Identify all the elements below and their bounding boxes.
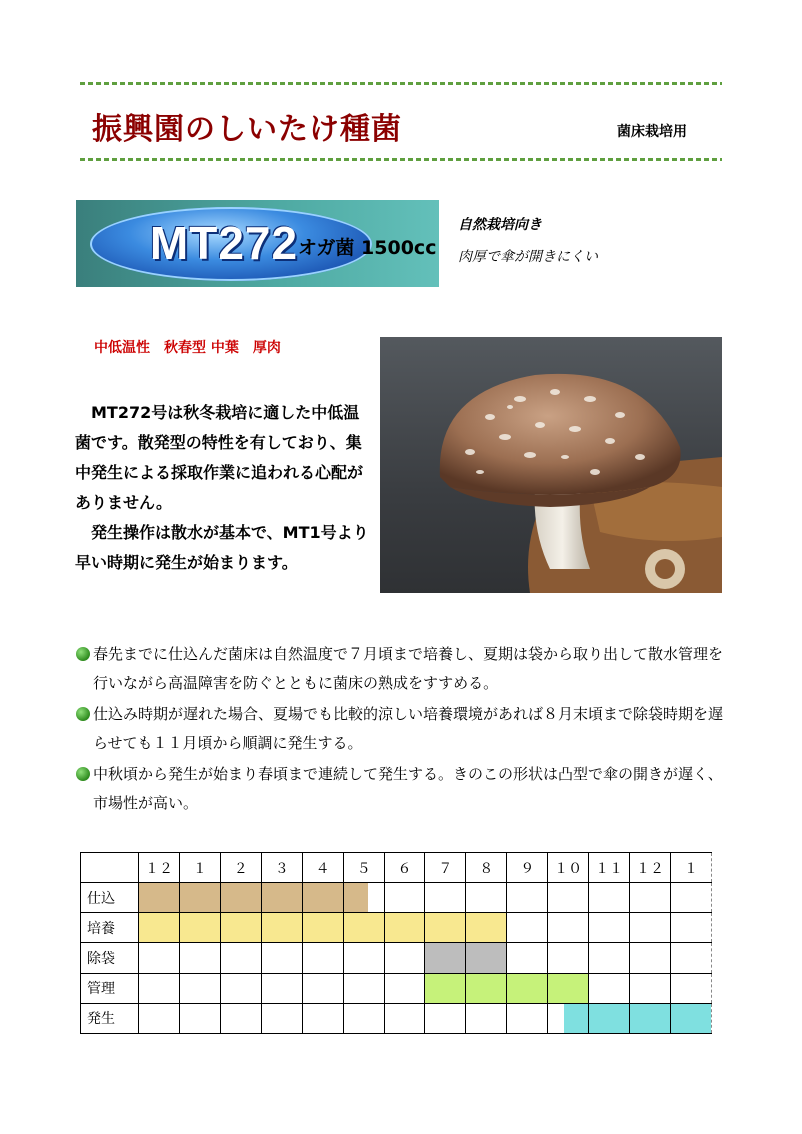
schedule-cell — [261, 913, 302, 943]
schedule-cell — [139, 883, 180, 913]
month-header: １２ — [139, 853, 180, 883]
schedule-cell — [302, 973, 343, 1003]
schedule-bar-segment — [262, 883, 302, 912]
schedule-cell — [302, 883, 343, 913]
schedule-cell — [548, 883, 589, 913]
schedule-bar-segment — [564, 1004, 588, 1033]
schedule-bar-segment — [303, 883, 343, 912]
schedule-cell — [220, 913, 261, 943]
schedule-corner — [81, 853, 139, 883]
schedule-cell — [589, 1003, 630, 1033]
schedule-cell — [548, 1003, 589, 1033]
bullet-dot-icon — [76, 707, 90, 721]
schedule-row-label: 管理 — [81, 973, 139, 1003]
schedule-bar-segment — [262, 913, 302, 942]
schedule-row-label: 除袋 — [81, 943, 139, 973]
schedule-row — [81, 913, 712, 943]
schedule-bar-segment — [548, 974, 588, 1003]
cultivation-schedule-table — [80, 852, 712, 1034]
schedule-cell — [261, 883, 302, 913]
schedule-cell — [139, 943, 180, 973]
month-header: ８ — [466, 853, 507, 883]
schedule-row-label: 仕込 — [81, 883, 139, 913]
schedule-cell — [507, 913, 548, 943]
month-header: １ — [179, 853, 220, 883]
schedule-cell — [384, 913, 425, 943]
schedule-bar-segment — [425, 913, 465, 942]
schedule-cell — [179, 973, 220, 1003]
schedule-cell — [507, 883, 548, 913]
month-header: ９ — [507, 853, 548, 883]
schedule-cell — [507, 973, 548, 1003]
schedule-cell — [261, 1003, 302, 1033]
schedule-cell — [179, 943, 220, 973]
schedule-cell — [548, 973, 589, 1003]
schedule-bar-segment — [425, 943, 465, 972]
month-header: ５ — [343, 853, 384, 883]
schedule-row — [81, 883, 712, 913]
schedule-cell — [220, 943, 261, 973]
schedule-cell — [466, 883, 507, 913]
schedule-cell — [179, 883, 220, 913]
schedule-cell — [425, 883, 466, 913]
schedule-cell — [384, 1003, 425, 1033]
schedule-cell — [630, 943, 671, 973]
schedule-cell — [466, 913, 507, 943]
schedule-bar-segment — [221, 913, 261, 942]
schedule-bar-segment — [630, 1004, 670, 1033]
month-header: １ — [670, 853, 711, 883]
schedule-cell — [302, 913, 343, 943]
schedule-bar-segment — [466, 974, 506, 1003]
schedule-bar-segment — [344, 883, 368, 912]
month-header: ２ — [220, 853, 261, 883]
schedule-row — [81, 973, 712, 1003]
banner-model: MT272 — [149, 217, 299, 269]
schedule-cell — [220, 973, 261, 1003]
schedule-cell — [384, 973, 425, 1003]
month-header: ７ — [425, 853, 466, 883]
schedule-row-label: 培養 — [81, 913, 139, 943]
schedule-bar-segment — [303, 913, 343, 942]
schedule-cell — [384, 943, 425, 973]
schedule-cell — [261, 943, 302, 973]
schedule-cell — [507, 943, 548, 973]
schedule-cell — [670, 1003, 711, 1033]
schedule-cell — [343, 913, 384, 943]
product-banner — [76, 200, 439, 287]
schedule-bar-segment — [180, 913, 220, 942]
list-item — [76, 700, 731, 758]
bullet-text: 仕込み時期が遅れた場合、夏場でも比較的涼しい培養環境があれば８月末頃まで除袋時期を遅らせても１１月頃から順調に発生する。 — [93, 705, 724, 752]
schedule-cell — [343, 973, 384, 1003]
schedule-cell — [670, 973, 711, 1003]
schedule-cell — [507, 1003, 548, 1033]
schedule-bar-segment — [180, 883, 220, 912]
schedule-cell — [343, 883, 384, 913]
shiitake-photo — [380, 337, 722, 593]
schedule-header-row — [81, 853, 712, 883]
schedule-cell — [670, 943, 711, 973]
list-item — [76, 640, 731, 698]
top-divider — [80, 82, 722, 85]
description-paragraph: 発生操作は散水が基本で、MT1号より早い時期に発生が始まります。 — [75, 523, 369, 572]
schedule-cell — [630, 1003, 671, 1033]
header-divider — [80, 158, 722, 161]
schedule-bar-segment — [139, 913, 179, 942]
schedule-bar-segment — [344, 913, 384, 942]
schedule-bar-segment — [139, 883, 179, 912]
bullet-text: 春先までに仕込んだ菌床は自然温度で７月頃まで培養し、夏期は袋から取り出して散水管理を行いながら高温障害を防ぐとともに菌床の熟成をすすめる。 — [93, 645, 724, 692]
bullet-list — [76, 640, 731, 820]
month-header: １１ — [589, 853, 630, 883]
month-header: １０ — [548, 853, 589, 883]
schedule-bar-segment — [671, 1004, 711, 1033]
schedule-cell — [261, 973, 302, 1003]
schedule-cell — [630, 973, 671, 1003]
schedule-cell — [466, 1003, 507, 1033]
list-item — [76, 760, 731, 818]
page-title: 振興園のしいたけ種菌 — [92, 112, 402, 147]
schedule-cell — [302, 1003, 343, 1033]
schedule-row — [81, 1003, 712, 1033]
schedule-bar-segment — [425, 974, 465, 1003]
schedule-cell — [589, 883, 630, 913]
schedule-cell — [139, 913, 180, 943]
schedule-cell — [139, 973, 180, 1003]
schedule-bar-segment — [466, 913, 506, 942]
shiitake-illustration — [380, 337, 722, 593]
tag-natural-cultivation: 自然栽培向き — [458, 217, 542, 233]
month-header: ６ — [384, 853, 425, 883]
schedule-cell — [548, 943, 589, 973]
schedule-cell — [425, 943, 466, 973]
schedule-cell — [630, 883, 671, 913]
schedule-cell — [589, 973, 630, 1003]
schedule-cell — [548, 913, 589, 943]
page-subtitle: 菌床栽培用 — [617, 124, 687, 140]
bullet-dot-icon — [76, 647, 90, 661]
description — [75, 398, 375, 578]
schedule-cell — [425, 913, 466, 943]
schedule-cell — [425, 1003, 466, 1033]
schedule-cell — [466, 973, 507, 1003]
schedule-cell — [220, 1003, 261, 1033]
bullet-dot-icon — [76, 767, 90, 781]
schedule-cell — [670, 913, 711, 943]
banner-product: オガ菌 1500cc — [298, 237, 437, 259]
bullet-text: 中秋頃から発生が始まり春頃まで連続して発生する。きのこの形状は凸型で傘の開きが遅く、市場性が高い。 — [93, 765, 723, 812]
schedule-cell — [179, 913, 220, 943]
schedule-cell — [425, 973, 466, 1003]
schedule-cell — [589, 913, 630, 943]
tag-thick-cap: 肉厚で傘が開きにくい — [458, 249, 598, 265]
schedule-cell — [139, 1003, 180, 1033]
schedule-cell — [466, 943, 507, 973]
schedule-cell — [589, 943, 630, 973]
schedule-bar-segment — [385, 913, 425, 942]
schedule-cell — [343, 1003, 384, 1033]
schedule-cell — [179, 1003, 220, 1033]
description-paragraph: MT272号は秋冬栽培に適した中低温菌です。散発型の特性を有しており、集中発生による採取作業に追われる心配がありません。 — [75, 403, 364, 512]
schedule-cell — [670, 883, 711, 913]
schedule-bar-segment — [507, 974, 547, 1003]
schedule-row — [81, 943, 712, 973]
properties-line: 中低温性 秋春型 中葉 厚肉 — [94, 340, 281, 356]
schedule-bar-segment — [221, 883, 261, 912]
month-header: ４ — [302, 853, 343, 883]
schedule-bar-segment — [466, 943, 506, 972]
schedule-row-label: 発生 — [81, 1003, 139, 1033]
schedule-bar-segment — [589, 1004, 629, 1033]
schedule-cell — [343, 943, 384, 973]
schedule-cell — [220, 883, 261, 913]
schedule-cell — [384, 883, 425, 913]
month-header: ３ — [261, 853, 302, 883]
schedule-cell — [302, 943, 343, 973]
schedule-cell — [630, 913, 671, 943]
month-header: １２ — [630, 853, 671, 883]
